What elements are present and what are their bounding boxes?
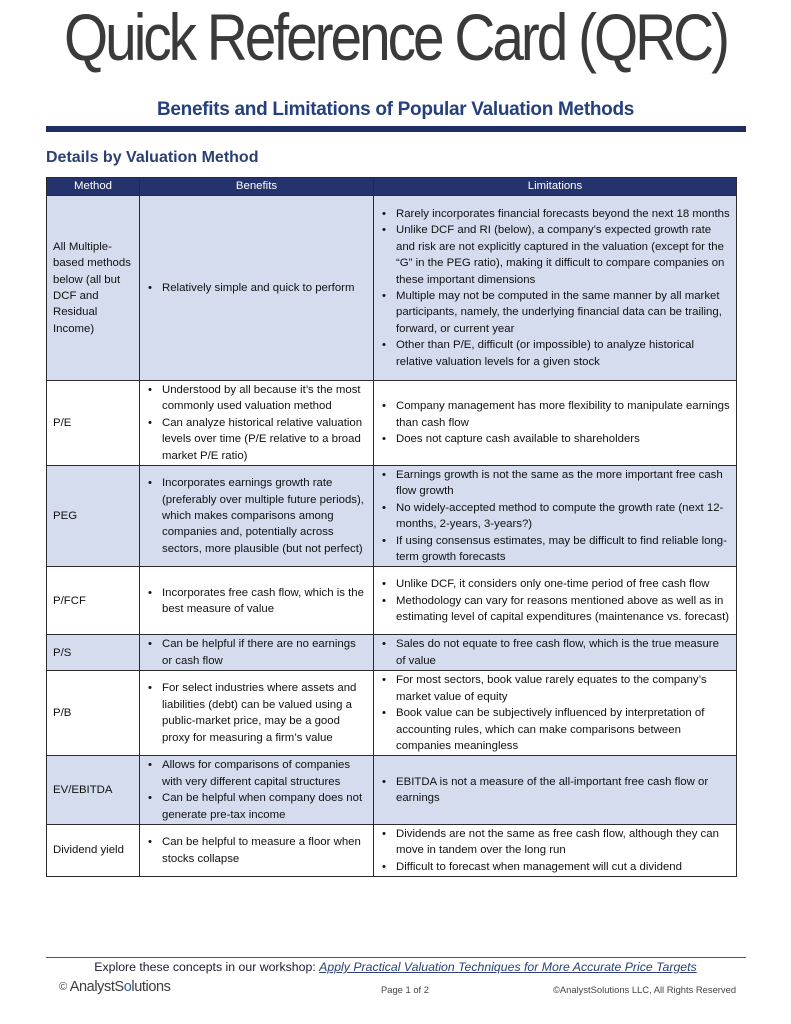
limitations-list — [380, 576, 731, 625]
limitation-item: • Other than P/E, difficult (or impossible) to analyze historical relative valuation levels for a given stock — [380, 337, 731, 370]
method-cell: P/E — [47, 381, 140, 466]
limitation-item: • Methodology can vary for reasons mentioned above as well as in estimating level of capital expenditures (maintenance vs. forecast) — [380, 593, 731, 626]
copyright-notice: ©AnalystSolutions LLC, All Rights Reserved — [553, 984, 737, 995]
limitations-list — [380, 398, 731, 447]
limitations-cell — [374, 635, 737, 671]
limitations-list — [380, 636, 731, 669]
limitations-cell — [374, 381, 737, 466]
limitation-item: • Sales do not equate to free cash flow, which is the true measure of value — [380, 636, 731, 669]
benefits-cell — [140, 671, 374, 756]
benefits-list — [146, 382, 368, 464]
benefit-item: • Relatively simple and quick to perform — [146, 280, 368, 296]
benefit-item: • Can analyze historical relative valuation levels over time (P/E relative to a broad market P/E ratio) — [146, 415, 368, 464]
benefit-item: • Incorporates free cash flow, which is the best measure of value — [146, 585, 368, 618]
table-row — [47, 196, 737, 381]
limitation-item: • If using consensus estimates, may be difficult to find reliable long-term growth forecasts — [380, 533, 731, 566]
limitation-item: • Unlike DCF and RI (below), a company’s expected growth rate and risk are not explicitly captured in the valuation (except for the “G” in the PEG ratio), making it difficult to compare companies on these important dimensions — [380, 222, 731, 288]
column-header-limitations: Limitations — [374, 178, 737, 196]
benefit-item: • Can be helpful if there are no earnings or cash flow — [146, 636, 368, 669]
limitations-list — [380, 206, 731, 370]
header-divider — [46, 126, 746, 132]
table-header-row — [47, 178, 737, 196]
limitations-list — [380, 467, 731, 565]
page-number: Page 1 of 2 — [381, 984, 429, 995]
limitations-cell — [374, 671, 737, 756]
limitation-item: • Earnings growth is not the same as the more important free cash flow growth — [380, 467, 731, 500]
logo-text-o: o — [123, 979, 132, 995]
method-cell: P/S — [47, 635, 140, 671]
table-row — [47, 756, 737, 825]
logo-text-part2: lutions — [131, 979, 171, 995]
limitation-item: • Company management has more flexibility to manipulate earnings than cash flow — [380, 398, 731, 431]
table-row — [47, 671, 737, 756]
limitation-item: • Multiple may not be computed in the same manner by all market participants, namely, the underlying financial data can be trailing, forward, or current year — [380, 288, 731, 337]
page-subtitle: Benefits and Limitations of Popular Valuation Methods — [156, 99, 635, 120]
workshop-prefix: Explore these concepts in our workshop: — [94, 960, 320, 974]
benefits-list — [146, 280, 368, 296]
benefit-item: • For select industries where assets and liabilities (debt) can be valued using a public-market price, may be a good proxy for measuring a firm’s value — [146, 680, 368, 746]
table-row — [47, 466, 737, 567]
limitation-item: • EBITDA is not a measure of the all-important free cash flow or earnings — [380, 774, 731, 807]
workshop-link[interactable]: Apply Practical Valuation Techniques for More Accurate Price Targets — [319, 960, 697, 974]
method-cell: All Multiple-based methods below (all but DCF and Residual Income) — [47, 196, 140, 381]
benefits-list — [146, 636, 368, 669]
benefits-cell — [140, 381, 374, 466]
table-row — [47, 824, 737, 876]
method-cell: P/B — [47, 671, 140, 756]
benefits-list — [146, 834, 368, 867]
limitation-item: • Book value can be subjectively influenced by interpretation of accounting rules, which can make comparisons between companies meaningless — [380, 705, 731, 754]
benefit-item: • Can be helpful when company does not generate pre-tax income — [146, 790, 368, 823]
limitations-cell — [374, 824, 737, 876]
benefits-list — [146, 585, 368, 618]
limitations-cell — [374, 466, 737, 567]
footer-divider — [46, 957, 746, 958]
table-row — [47, 381, 737, 466]
logo-text-part1: AnalystS — [69, 979, 124, 995]
limitations-cell — [374, 196, 737, 381]
benefit-item: • Can be helpful to measure a floor when stocks collapse — [146, 834, 368, 867]
benefits-cell — [140, 466, 374, 567]
limitation-item: • Rarely incorporates financial forecasts beyond the next 18 months — [380, 206, 731, 222]
limitations-cell — [374, 567, 737, 635]
benefit-item: • Incorporates earnings growth rate (preferably over multiple future periods), which makes comparisons among companies and, potentially across sectors, more plausible (but not perfect) — [146, 475, 368, 557]
benefit-item: • Understood by all because it’s the most commonly used valuation method — [146, 382, 368, 415]
benefits-cell — [140, 567, 374, 635]
analystsolutions-logo — [59, 979, 171, 995]
column-header-benefits: Benefits — [140, 178, 374, 196]
benefits-cell — [140, 824, 374, 876]
benefits-list — [146, 680, 368, 746]
limitations-list — [380, 672, 731, 754]
limitation-item: • Dividends are not the same as free cash flow, although they can move in tandem over the long run — [380, 826, 731, 859]
workshop-note — [0, 960, 791, 974]
page-title: Quick Reference Card (QRC) — [64, 0, 727, 74]
section-heading: Details by Valuation Method — [46, 149, 259, 166]
limitation-item: • Difficult to forecast when management will cut a dividend — [380, 859, 731, 875]
method-cell: P/FCF — [47, 567, 140, 635]
limitations-list — [380, 774, 731, 807]
benefits-list — [146, 475, 368, 557]
column-header-method: Method — [47, 178, 140, 196]
table-row — [47, 567, 737, 635]
method-cell: PEG — [47, 466, 140, 567]
benefit-item: • Allows for comparisons of companies with very different capital structures — [146, 757, 368, 790]
limitations-list — [380, 826, 731, 875]
benefits-cell — [140, 635, 374, 671]
limitation-item: • No widely-accepted method to compute the growth rate (next 12-months, 2-years, 3-years?) — [380, 500, 731, 533]
logo-copyright: © — [59, 981, 67, 993]
method-cell: Dividend yield — [47, 824, 140, 876]
benefits-list — [146, 757, 368, 823]
benefits-cell — [140, 196, 374, 381]
benefits-cell — [140, 756, 374, 825]
limitation-item: • Does not capture cash available to shareholders — [380, 431, 731, 447]
method-cell: EV/EBITDA — [47, 756, 140, 825]
valuation-methods-table — [46, 177, 737, 877]
limitation-item: • Unlike DCF, it considers only one-time period of free cash flow — [380, 576, 731, 592]
limitations-cell — [374, 756, 737, 825]
table-row — [47, 635, 737, 671]
limitation-item: • For most sectors, book value rarely equates to the company’s market value of equity — [380, 672, 731, 705]
